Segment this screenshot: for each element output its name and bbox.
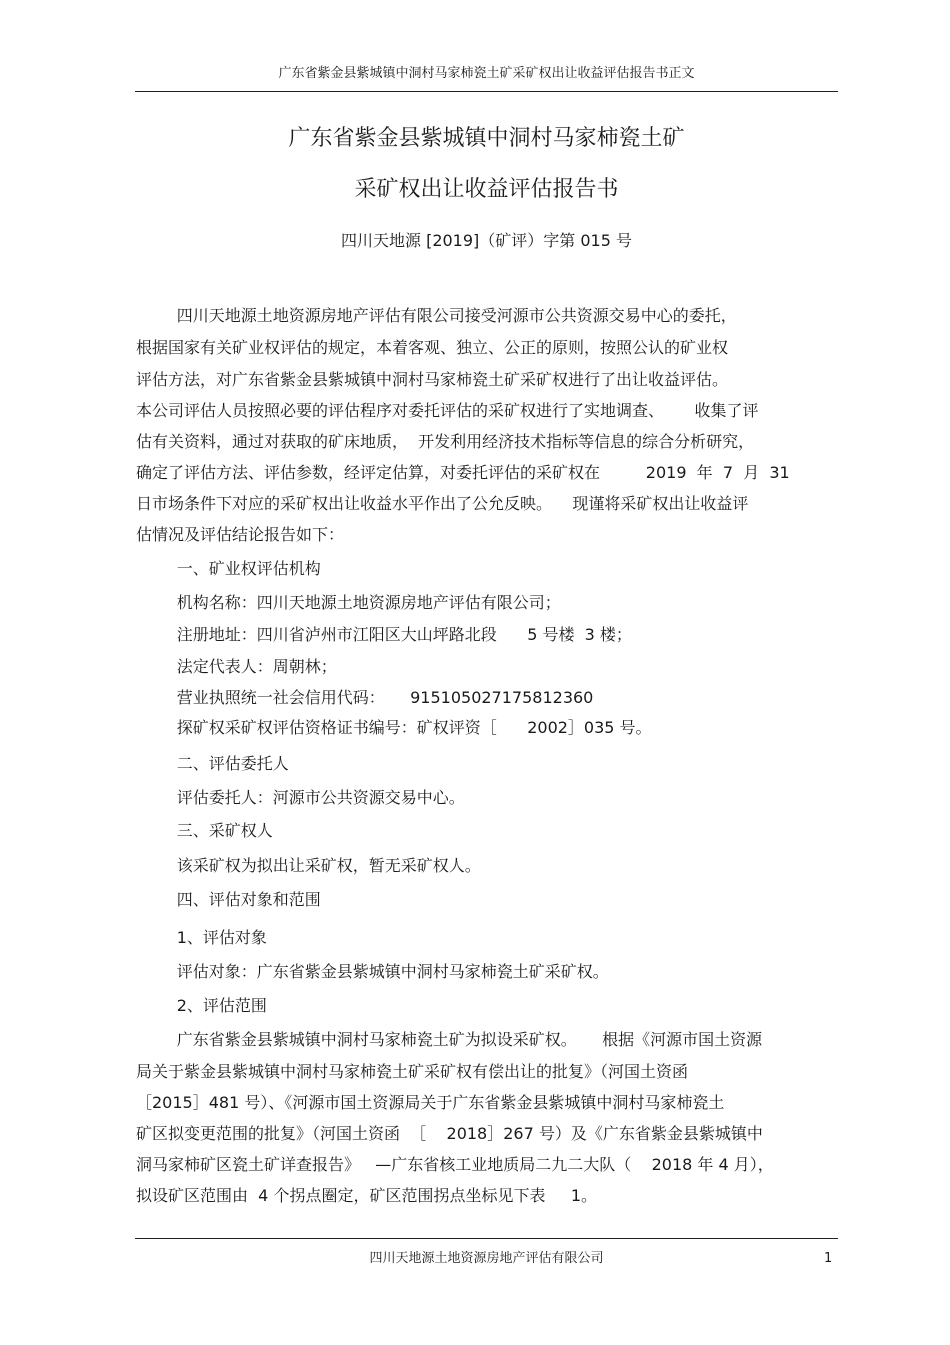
body-line: 评估委托人：河源市公共资源交易中心。 xyxy=(136,788,465,807)
body-line: 日市场条件下对应的采矿权出让收益水平作出了公允反映。 现谨将采矿权出让收益评 xyxy=(136,494,749,513)
section-heading: 三、采矿权人 xyxy=(136,821,273,840)
body-line: 估有关资料，通过对获取的矿床地质， 开发利用经济技术指标等信息的综合分析研究， xyxy=(136,432,755,451)
page-number: 1 xyxy=(824,1251,833,1266)
body-line: 矿区拟变更范围的批复》（河国土资函 ［ 2018］267 号）及《广东省紫金县紫城镇中 xyxy=(136,1124,763,1143)
body-line: 机构名称：四川天地源土地资源房地产评估有限公司； xyxy=(136,593,561,612)
section-heading: 一、矿业权评估机构 xyxy=(136,559,321,578)
body-line: 法定代表人：周朝林； xyxy=(136,657,337,676)
running-header: 广东省紫金县紫城镇中洞村马家柿瓷土矿采矿权出让收益评估报告书正文 xyxy=(278,66,695,81)
footer-rule xyxy=(135,1238,838,1239)
body-line: 评估方法，对广东省紫金县紫城镇中洞村马家柿瓷土矿采矿权进行了出让收益评估。 xyxy=(136,370,729,389)
footer-company: 四川天地源土地资源房地产评估有限公司 xyxy=(369,1251,604,1266)
body-line: 该采矿权为拟出让采矿权，暂无采矿权人。 xyxy=(136,856,481,875)
document-number: 四川天地源 [2019]（矿评）字第 015 号 xyxy=(340,231,632,250)
section-heading: 二、评估委托人 xyxy=(136,754,289,773)
subsection-heading: 2、评估范围 xyxy=(136,996,267,1015)
body-line: 四川天地源土地资源房地产评估有限公司接受河源市公共资源交易中心的委托， xyxy=(136,306,737,325)
body-line: ［2015］481 号）、《河源市国土资源局关于广东省紫金县紫城镇中洞村马家柿瓷土 xyxy=(136,1093,725,1112)
report-title-line-2: 采矿权出让收益评估报告书 xyxy=(354,177,619,202)
body-line: 拟设矿区范围由 4 个拐点圈定，矿区范围拐点坐标见下表 1。 xyxy=(136,1186,598,1205)
body-line: 洞马家柿矿区瓷土矿详查报告》 —广东省核工业地质局二九二大队（ 2018 年 4 月）， xyxy=(136,1155,774,1174)
body-line: 确定了评估方法、评估参数，经评定估算，对委托评估的采矿权在 2019 年 7 月 31 xyxy=(136,463,790,482)
subsection-heading: 1、评估对象 xyxy=(136,928,267,947)
body-line: 营业执照统一社会信用代码： 915105027175812360 xyxy=(136,688,594,707)
body-line: 本公司评估人员按照必要的评估程序对委托评估的采矿权进行了实地调查、 收集了评 xyxy=(136,401,759,420)
body-line: 探矿权采矿权评估资格证书编号：矿权评资［ 2002］035 号。 xyxy=(136,718,652,737)
section-heading: 四、评估对象和范围 xyxy=(136,890,321,909)
header-rule xyxy=(135,91,838,92)
body-line: 广东省紫金县紫城镇中洞村马家柿瓷土矿为拟设采矿权。 根据《河源市国土资源 xyxy=(136,1030,763,1049)
report-title-line-1: 广东省紫金县紫城镇中洞村马家柿瓷土矿 xyxy=(288,126,685,151)
body-line: 估情况及评估结论报告如下： xyxy=(136,525,345,544)
body-line: 注册地址：四川省泸州市江阳区大山坪路北段 5 号楼 3 楼； xyxy=(136,625,632,644)
body-line: 评估对象：广东省紫金县紫城镇中洞村马家柿瓷土矿采矿权。 xyxy=(136,962,609,981)
body-line: 根据国家有关矿业权评估的规定，本着客观、独立、公正的原则，按照公认的矿业权 xyxy=(136,338,729,357)
body-line: 局关于紫金县紫城镇中洞村马家柿瓷土矿采矿权有偿出让的批复》（河国土资函 xyxy=(136,1062,689,1081)
